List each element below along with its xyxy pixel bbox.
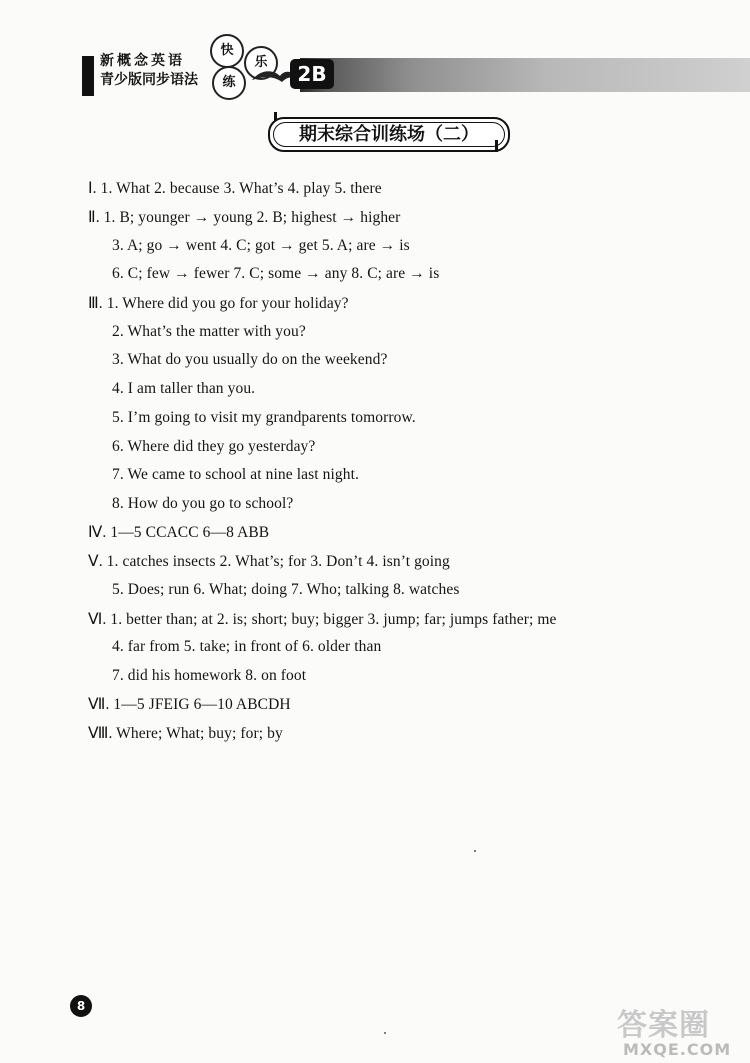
answer-line bbox=[88, 724, 283, 743]
brand-line-1: 新概念英语 bbox=[100, 53, 185, 69]
answer-line bbox=[112, 581, 460, 599]
answer-line bbox=[112, 438, 315, 456]
answer-text: 7. We came to school at nine last night. bbox=[112, 466, 359, 483]
watermark-line-1: 答案圈 bbox=[617, 1008, 710, 1043]
answer-text: . 1. Where did you go for your holiday? bbox=[98, 295, 349, 312]
answer-text: . 1. better than; at 2. is; short; buy; bigger 3. jump; far; jumps father; me bbox=[102, 611, 557, 628]
brand-line-2: 青少版同步语法 bbox=[100, 72, 198, 88]
bubble-kuai: 快 bbox=[210, 34, 244, 68]
section-numeral: Ⅰ bbox=[88, 180, 93, 197]
answer-line bbox=[112, 466, 359, 484]
answer-line bbox=[112, 667, 306, 685]
answer-line bbox=[112, 265, 439, 283]
section-numeral: Ⅵ bbox=[88, 611, 103, 628]
header-gradient-band bbox=[300, 58, 750, 92]
watermark-logo bbox=[615, 1000, 750, 1062]
section-numeral: Ⅳ bbox=[88, 524, 103, 541]
answer-line bbox=[88, 179, 382, 198]
answer-line bbox=[88, 294, 349, 313]
answer-text: . 1. B; younger → young 2. B; highest → higher bbox=[95, 209, 401, 226]
answer-text: . 1—5 CCACC 6—8 ABB bbox=[102, 524, 270, 541]
answer-text: 6. C; few → fewer 7. C; some → any 8. C; are → is bbox=[112, 265, 440, 282]
answer-text: 3. A; go → went 4. C; got → get 5. A; are → is bbox=[112, 237, 410, 254]
scan-speck bbox=[474, 850, 476, 852]
answer-text: 6. Where did they go yesterday? bbox=[112, 438, 316, 455]
answer-line bbox=[88, 552, 450, 571]
answer-text: 7. did his homework 8. on foot bbox=[112, 667, 307, 684]
answer-line bbox=[112, 323, 306, 341]
grade-badge: 2B bbox=[290, 59, 334, 89]
section-title-box bbox=[268, 117, 510, 152]
answer-line bbox=[112, 638, 381, 656]
answer-text: 8. How do you go to school? bbox=[112, 495, 294, 512]
answer-line bbox=[112, 495, 293, 513]
answer-line bbox=[112, 237, 410, 255]
book-brand bbox=[100, 52, 198, 90]
answer-text: . 1. catches insects 2. What’s; for 3. Don’t 4. isn’t going bbox=[98, 553, 450, 570]
bubble-lian: 练 bbox=[212, 66, 246, 100]
bubble-le: 乐 bbox=[244, 46, 278, 80]
section-numeral: Ⅶ bbox=[88, 696, 106, 713]
answer-text: 3. What do you usually do on the weekend? bbox=[112, 351, 388, 368]
answer-text: . 1—5 JFEIG 6—10 ABCDH bbox=[105, 696, 291, 713]
answer-text: . Where; What; buy; for; by bbox=[108, 725, 283, 742]
scan-speck bbox=[384, 1032, 386, 1034]
title-tick-right bbox=[495, 140, 498, 152]
page-header bbox=[0, 0, 750, 112]
answer-line bbox=[88, 523, 269, 542]
answer-text: 4. I am taller than you. bbox=[112, 380, 256, 397]
answer-text: 5. I’m going to visit my grandparents tomorrow. bbox=[112, 409, 416, 426]
answer-text: . 1. What 2. because 3. What’s 4. play 5. there bbox=[92, 180, 382, 197]
answer-line bbox=[112, 380, 255, 398]
answer-line bbox=[88, 208, 400, 227]
answer-text: 5. Does; run 6. What; doing 7. Who; talking 8. watches bbox=[112, 581, 460, 598]
answer-line bbox=[88, 610, 557, 629]
section-title: 期末综合训练场（二） bbox=[273, 122, 505, 147]
section-numeral: Ⅲ bbox=[88, 295, 99, 312]
section-numeral: Ⅴ bbox=[88, 553, 99, 570]
answer-line bbox=[88, 695, 291, 714]
answer-line bbox=[112, 351, 387, 369]
section-numeral: Ⅷ bbox=[88, 725, 109, 742]
section-numeral: Ⅱ bbox=[88, 209, 96, 226]
answer-text: 4. far from 5. take; in front of 6. older than bbox=[112, 638, 382, 655]
watermark-line-2: MXQE.COM bbox=[623, 1040, 732, 1059]
answer-text: 2. What’s the matter with you? bbox=[112, 323, 306, 340]
header-black-bar bbox=[82, 56, 94, 96]
page-number: 8 bbox=[70, 995, 92, 1017]
answer-line bbox=[112, 409, 416, 427]
